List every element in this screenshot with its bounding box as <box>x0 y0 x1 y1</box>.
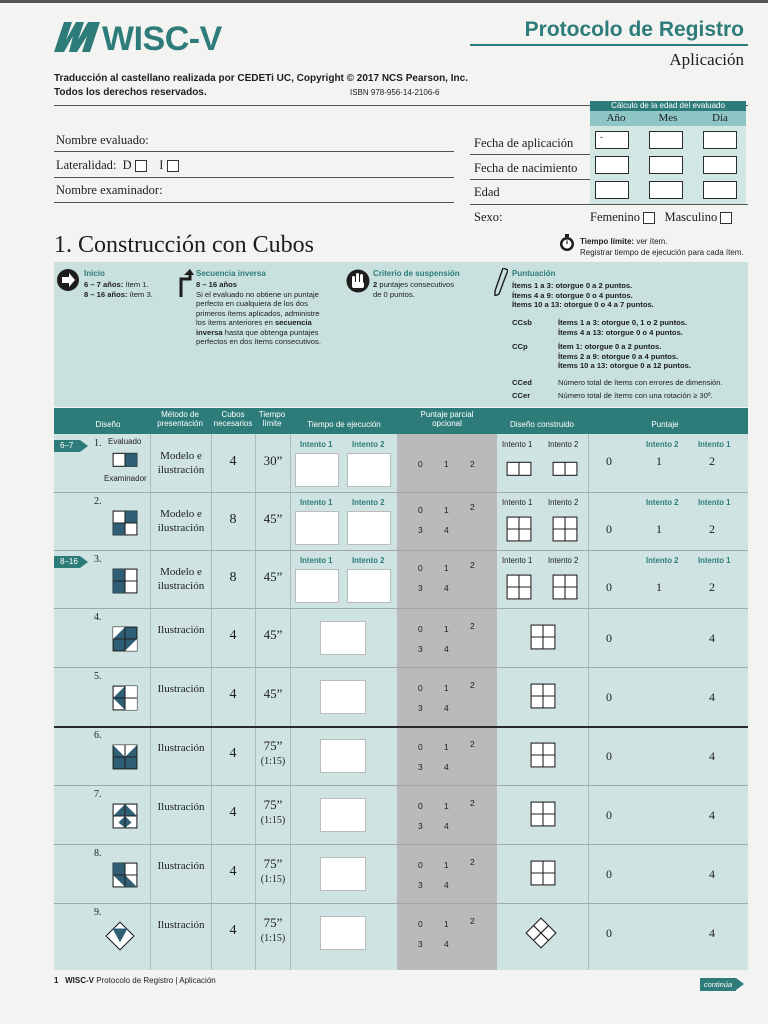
partial-score-2[interactable]: 2 <box>470 502 475 512</box>
exec-attempt-2-label: Intento 2 <box>352 556 385 565</box>
ccsb-label: CCsb <box>512 318 532 327</box>
partial-score-1[interactable]: 1 <box>444 801 449 811</box>
ccp-rule-3: Ítems 10 a 13: otorgue 0 a 12 puntos. <box>558 361 691 370</box>
th-exec: Tiempo de ejecución <box>307 420 381 429</box>
ccer-text: Número total de ítems con una rotación ≥ 30º. <box>558 391 713 400</box>
score-4[interactable]: 4 <box>709 631 715 645</box>
cubes-needed: 8 <box>229 570 237 585</box>
time-limit-minutes: (1:15) <box>260 756 286 767</box>
presentation-method: Ilustración <box>157 742 205 754</box>
birth-month-box[interactable] <box>649 156 683 174</box>
col-divider <box>588 434 589 970</box>
th-cubes: Cubos necesarios <box>213 410 253 428</box>
partial-score-3[interactable]: 3 <box>418 525 423 535</box>
exec-attempt-2-label: Intento 2 <box>352 440 385 449</box>
exec-time-2-field[interactable] <box>347 511 391 545</box>
stop-rules <box>373 280 454 299</box>
ccsb-rules <box>558 318 687 337</box>
reverse-text-4: los ítems anteriores en <box>196 318 273 327</box>
examiner-field[interactable] <box>54 202 454 203</box>
partial-score-2[interactable]: 2 <box>470 560 475 570</box>
item-number: 4. <box>94 612 102 623</box>
partial-score-4[interactable]: 4 <box>444 821 449 831</box>
stop-hand-icon <box>346 268 370 294</box>
built-grid-icon[interactable] <box>530 742 556 768</box>
partial-score-1[interactable]: 1 <box>444 505 449 515</box>
time-limit-minutes: (1:15) <box>260 874 286 885</box>
built-grid-1-icon[interactable] <box>506 458 532 484</box>
age-col-day: Día <box>712 112 728 124</box>
reverse-text-4b: secuencia <box>274 318 312 327</box>
exec-time-2-field[interactable] <box>347 453 391 487</box>
built-grid-2-icon[interactable] <box>552 574 578 600</box>
partial-score-2[interactable]: 2 <box>470 680 475 690</box>
presentation-method: Ilustración <box>157 801 205 813</box>
built-grid-icon[interactable] <box>530 683 556 709</box>
time-limit-minutes: (1:15) <box>260 933 286 944</box>
th-design: Diseño <box>95 420 121 429</box>
item-number: 7. <box>94 789 102 800</box>
built-attempt-2-label: Intento 2 <box>548 440 579 449</box>
laterality-d-checkbox[interactable] <box>135 160 147 172</box>
time-limit-seconds: 75” <box>263 915 283 930</box>
footer-brand: WISC-V <box>65 976 95 985</box>
section-title: 1. Construcción con Cubos <box>54 232 314 258</box>
cubes-needed: 4 <box>229 687 237 702</box>
age-col-month: Mes <box>658 112 678 124</box>
exec-time-1-field[interactable] <box>295 511 339 545</box>
time-limit-seconds: 30” <box>263 453 283 468</box>
exec-time-field[interactable] <box>320 621 366 655</box>
presentation-method: Ilustración <box>157 860 205 872</box>
partial-score-4[interactable]: 4 <box>444 703 449 713</box>
score-rule-2: Ítems 4 a 9: otorgue 0 o 4 puntos. <box>512 290 633 300</box>
design-pattern-icon <box>112 862 138 888</box>
cubes-needed: 4 <box>229 628 237 643</box>
row-divider <box>54 492 748 493</box>
score-0[interactable]: 0 <box>606 867 612 881</box>
design-pattern-icon <box>112 685 138 711</box>
built-grid-2-icon[interactable] <box>552 516 578 542</box>
reverse-text-5b: inversa <box>196 327 223 337</box>
app-date-line <box>470 154 590 155</box>
name-field[interactable] <box>54 151 454 152</box>
birth-date-line <box>470 179 590 180</box>
row-divider <box>54 608 748 609</box>
partial-score-3[interactable]: 3 <box>418 762 423 772</box>
score-4[interactable]: 4 <box>709 690 715 704</box>
partial-score-0[interactable]: 0 <box>418 459 423 469</box>
time-limit-seconds: 75” <box>263 856 283 871</box>
continue-badge: continúa <box>700 978 736 991</box>
partial-score-1[interactable]: 1 <box>444 860 449 870</box>
score-4[interactable]: 4 <box>709 808 715 822</box>
laterality-i-label: I <box>159 158 164 172</box>
cubes-needed: 4 <box>229 864 237 879</box>
birth-day-box[interactable] <box>703 156 737 174</box>
age-line <box>470 204 748 205</box>
score-rule-1: Ítems 1 a 3: otorgue 0 a 2 puntos. <box>512 281 633 290</box>
start-title: Inicio <box>84 269 105 278</box>
wisc-logo-icon <box>54 22 100 52</box>
exec-time-field[interactable] <box>320 916 366 950</box>
cced-label: CCed <box>512 378 532 387</box>
presentation-method: Ilustración <box>157 624 205 636</box>
time-limit-minutes: (1:15) <box>260 815 286 826</box>
logo-text: WISC-V <box>102 20 222 58</box>
score-rules <box>512 281 654 310</box>
start-arrow-icon <box>56 268 80 292</box>
title-rule <box>470 44 748 46</box>
score-attempt-2-label: Intento 2 <box>646 440 679 449</box>
item1-examinador: Examinador <box>104 474 147 483</box>
partial-score-0[interactable]: 0 <box>418 860 423 870</box>
design-pattern-icon <box>112 744 138 770</box>
presentation-method: Modelo e ilustración <box>157 450 205 476</box>
ccp-rule-2: Ítems 2 a 9: otorgue 0 a 4 puntos. <box>558 351 679 361</box>
design-pattern-icon <box>112 626 138 652</box>
built-grid-icon[interactable] <box>530 624 556 650</box>
design-pattern-icon <box>112 568 138 594</box>
time-limit <box>255 512 291 526</box>
score-attempt-2-label: Intento 2 <box>646 498 679 507</box>
laterality-line <box>54 177 454 178</box>
partial-score-4[interactable]: 4 <box>444 644 449 654</box>
score-rule-3: Ítems 10 a 13: otorgue 0 o 4 a 7 puntos. <box>512 300 654 309</box>
laterality-d-label: D <box>122 158 132 172</box>
laterality-label <box>56 158 179 173</box>
examiner-label: Nombre examinador: <box>56 183 163 197</box>
built-grid-2-icon[interactable] <box>552 458 578 484</box>
built-attempt-1-label: Intento 1 <box>502 498 533 507</box>
partial-score-3[interactable]: 3 <box>418 703 423 713</box>
cubes-needed: 4 <box>229 454 237 469</box>
partial-score-0[interactable]: 0 <box>418 683 423 693</box>
male-label: Masculino <box>664 210 718 224</box>
stop-text-1: puntajes consecutivos <box>379 280 455 289</box>
time-limit <box>255 628 291 642</box>
th-limit: Tiempo límite <box>258 410 286 428</box>
th-built: Diseño construido <box>509 420 575 429</box>
score-0[interactable]: 0 <box>606 749 612 763</box>
score-2[interactable]: 2 <box>709 522 715 536</box>
stopwatch-icon <box>558 234 576 252</box>
cubes-needed: 4 <box>229 746 237 761</box>
row-divider <box>54 844 748 845</box>
start-age-1: 6 – 7 años: <box>84 280 124 289</box>
start-rules <box>84 280 153 299</box>
ccsb-rule-1: Ítems 1 a 3: otorgue 0, 1 o 2 puntos. <box>558 318 688 327</box>
row-divider <box>54 785 748 786</box>
partial-score-1[interactable]: 1 <box>444 683 449 693</box>
time-limit <box>255 798 291 828</box>
row-divider <box>54 550 748 551</box>
reverse-age: 8 – 16 años <box>196 280 237 289</box>
built-grid-icon[interactable] <box>525 917 557 949</box>
time-limit-seconds: 45” <box>263 511 283 526</box>
row-divider <box>54 903 748 904</box>
partial-score-4[interactable]: 4 <box>444 939 449 949</box>
start-age-2: 8 – 16 años: <box>84 289 128 299</box>
time-limit <box>255 857 291 887</box>
partial-score-0[interactable]: 0 <box>418 919 423 929</box>
score-attempt-1-label: Intento 1 <box>698 440 731 449</box>
partial-score-2[interactable]: 2 <box>470 916 475 926</box>
exec-time-field[interactable] <box>320 798 366 832</box>
time-limit-text: ver ítem. <box>636 237 668 246</box>
time-limit-seconds: 75” <box>263 797 283 812</box>
time-limit <box>255 687 291 701</box>
score-1[interactable]: 1 <box>656 580 662 594</box>
exec-time-1-field[interactable] <box>295 453 339 487</box>
partial-score-1[interactable]: 1 <box>444 563 449 573</box>
partial-score-4[interactable]: 4 <box>444 525 449 535</box>
presentation-method: Modelo e ilustración <box>157 566 205 592</box>
time-limit-text-2: Registrar tiempo de ejecución para cada ítem. <box>580 248 744 257</box>
score-0[interactable]: 0 <box>606 808 612 822</box>
age-day-box[interactable] <box>703 181 737 199</box>
start-tag-6-7: 6–7 <box>54 440 80 452</box>
partial-score-1[interactable]: 1 <box>444 742 449 752</box>
age-calc-grid <box>590 126 746 205</box>
name-label: Nombre evaluado: <box>56 133 149 147</box>
partial-score-1[interactable]: 1 <box>444 624 449 634</box>
female-checkbox[interactable] <box>643 212 655 224</box>
laterality-text: Lateralidad: <box>56 158 117 172</box>
partial-score-1[interactable]: 1 <box>444 919 449 929</box>
score-0[interactable]: 0 <box>606 580 612 594</box>
score-1[interactable]: 1 <box>656 522 662 536</box>
footer <box>54 976 216 985</box>
partial-score-3[interactable]: 3 <box>418 583 423 593</box>
age-label: Edad <box>474 185 500 199</box>
start-item-1: ítem 1. <box>125 280 149 289</box>
app-day-box[interactable] <box>703 131 737 149</box>
reverse-arrow-icon <box>178 269 194 297</box>
score-2[interactable]: 2 <box>709 580 715 594</box>
built-attempt-1-label: Intento 1 <box>502 556 533 565</box>
age-month-box[interactable] <box>649 181 683 199</box>
isbn: ISBN 978-956-14-2106-6 <box>350 88 440 97</box>
item-number: 2. <box>94 496 102 507</box>
exec-time-field[interactable] <box>320 680 366 714</box>
birth-date-label: Fecha de nacimiento <box>474 161 578 175</box>
ccer-label: CCer <box>512 391 531 400</box>
score-0[interactable]: 0 <box>606 522 612 536</box>
presentation-method: Ilustración <box>157 683 205 695</box>
time-limit-note <box>580 236 744 258</box>
item1-evaluado: Evaluado <box>108 437 142 446</box>
built-grid-icon[interactable] <box>530 801 556 827</box>
reverse-text-1: Si el evaluado no obtiene un puntaje <box>196 289 319 299</box>
footer-text: Protocolo de Registro | Aplicación <box>96 976 216 985</box>
exec-time-2-field[interactable] <box>347 569 391 603</box>
sex-label: Sexo: <box>474 210 503 224</box>
built-attempt-2-label: Intento 2 <box>548 556 579 565</box>
score-4[interactable]: 4 <box>709 749 715 763</box>
exec-time-1-field[interactable] <box>295 569 339 603</box>
footer-page: 1 <box>54 976 59 985</box>
exec-time-field[interactable] <box>320 739 366 773</box>
ccsb-rule-2: Ítems 4 a 13: otorgue 0 o 4 puntos. <box>558 327 683 337</box>
item-number: 1. <box>94 438 102 449</box>
score-4[interactable]: 4 <box>709 867 715 881</box>
partial-score-4[interactable]: 4 <box>444 762 449 772</box>
reverse-rules <box>196 280 341 347</box>
score-0[interactable]: 0 <box>606 926 612 940</box>
partial-score-3[interactable]: 3 <box>418 644 423 654</box>
exec-time-field[interactable] <box>320 857 366 891</box>
time-limit <box>255 739 291 769</box>
copyright-line-2: Todos los derechos reservados. <box>54 87 207 98</box>
partial-score-2[interactable]: 2 <box>470 857 475 867</box>
time-limit-seconds: 45” <box>263 627 283 642</box>
reverse-text-5: hasta que obtenga puntajes <box>224 327 319 337</box>
built-attempt-2-label: Intento 2 <box>548 498 579 507</box>
partial-score-4[interactable]: 4 <box>444 583 449 593</box>
score-2[interactable]: 2 <box>709 454 715 468</box>
score-0[interactable]: 0 <box>606 454 612 468</box>
cubes-needed: 8 <box>229 512 237 527</box>
sex-options <box>590 210 732 225</box>
ccp-label: CCp <box>512 342 528 351</box>
exec-attempt-1-label: Intento 1 <box>300 440 333 449</box>
score-0[interactable]: 0 <box>606 690 612 704</box>
laterality-i-checkbox[interactable] <box>167 160 179 172</box>
cubes-needed: 4 <box>229 805 237 820</box>
ccp-rules <box>558 342 691 371</box>
stop-text-2: de 0 puntos. <box>373 289 415 299</box>
built-attempt-1-label: Intento 1 <box>502 440 533 449</box>
item-number: 9. <box>94 907 102 918</box>
th-method: Método de presentación <box>157 410 203 428</box>
pencil-icon <box>494 268 508 296</box>
copyright-line-1: Traducción al castellano realizada por CEDETi UC, Copyright © 2017 NCS Pearson, Inc. <box>54 73 468 84</box>
partial-score-4[interactable]: 4 <box>444 880 449 890</box>
time-limit <box>255 570 291 584</box>
score-attempt-1-label: Intento 1 <box>698 556 731 565</box>
reverse-text-3: primeros ítems aplicados, administre <box>196 308 320 318</box>
built-grid-icon[interactable] <box>530 860 556 886</box>
time-limit-label: Tiempo límite: <box>580 237 635 246</box>
age-year-box[interactable] <box>595 181 629 199</box>
th-score: Puntaje <box>651 420 679 429</box>
time-limit-seconds: 45” <box>263 686 283 701</box>
male-checkbox[interactable] <box>720 212 732 224</box>
item-number: 6. <box>94 730 102 741</box>
partial-score-2[interactable]: 2 <box>470 459 475 469</box>
time-limit <box>255 454 291 468</box>
age-calc-heading: Cálculo de la edad del evaluado <box>590 101 746 111</box>
ccp-rule-1: Ítem 1: otorgue 0 a 2 puntos. <box>558 342 662 351</box>
birth-year-box[interactable] <box>595 156 629 174</box>
design-pattern-icon <box>112 449 138 475</box>
age-calc-columns <box>590 111 746 126</box>
score-attempt-1-label: Intento 1 <box>698 498 731 507</box>
design-pattern-icon <box>105 921 135 951</box>
partial-score-0[interactable]: 0 <box>418 624 423 634</box>
built-grid-1-icon[interactable] <box>506 516 532 542</box>
partial-score-0[interactable]: 0 <box>418 505 423 515</box>
stop-count: 2 <box>373 280 378 289</box>
stop-title: Criterio de suspensión <box>373 269 460 278</box>
item-number: 3. <box>94 554 102 565</box>
score-1[interactable]: 1 <box>656 454 662 468</box>
partial-score-2[interactable]: 2 <box>470 621 475 631</box>
partial-score-1[interactable]: 1 <box>444 459 449 469</box>
partial-score-2[interactable]: 2 <box>470 739 475 749</box>
cced-text: Número total de ítems con errores de dimensión. <box>558 378 723 387</box>
partial-score-2[interactable]: 2 <box>470 798 475 808</box>
page-title: Protocolo de Registro <box>524 18 744 41</box>
time-limit-seconds: 75” <box>263 738 283 753</box>
exec-attempt-1-label: Intento 1 <box>300 498 333 507</box>
design-pattern-icon <box>112 510 138 536</box>
reverse-title: Secuencia inversa <box>196 269 266 278</box>
app-month-box[interactable] <box>649 131 683 149</box>
partial-score-3[interactable]: 3 <box>418 939 423 949</box>
reverse-text-6: perfectos en dos ítems consecutivos. <box>196 337 321 346</box>
presentation-method: Ilustración <box>157 919 205 931</box>
start-tag-8-16: 8–16 <box>54 556 80 568</box>
app-year-box[interactable]: - <box>595 131 629 149</box>
score-title: Puntuación <box>512 269 556 278</box>
exec-attempt-2-label: Intento 2 <box>352 498 385 507</box>
time-limit <box>255 916 291 946</box>
item-number: 5. <box>94 671 102 682</box>
score-4[interactable]: 4 <box>709 926 715 940</box>
cubes-needed: 4 <box>229 923 237 938</box>
partial-score-0[interactable]: 0 <box>418 563 423 573</box>
row-divider <box>54 667 748 668</box>
start-item-2: ítem 3. <box>129 289 153 299</box>
th-partial: Puntaje parcial opcional <box>420 410 474 428</box>
top-border <box>0 0 768 3</box>
score-attempt-2-label: Intento 2 <box>646 556 679 565</box>
presentation-method: Modelo e ilustración <box>157 508 205 534</box>
page-subtitle: Aplicación <box>669 50 744 69</box>
partial-score-3[interactable]: 3 <box>418 880 423 890</box>
design-pattern-icon <box>112 803 138 829</box>
partial-score-0[interactable]: 0 <box>418 801 423 811</box>
age-col-year: Año <box>606 112 626 124</box>
item-number: 8. <box>94 848 102 859</box>
female-label: Femenino <box>590 210 640 224</box>
built-grid-1-icon[interactable] <box>506 574 532 600</box>
app-date-label: Fecha de aplicación <box>474 136 574 150</box>
partial-score-3[interactable]: 3 <box>418 821 423 831</box>
row-divider <box>54 726 748 728</box>
reverse-text-2: perfecto en cualquiera de los dos <box>196 299 308 308</box>
score-0[interactable]: 0 <box>606 631 612 645</box>
partial-score-0[interactable]: 0 <box>418 742 423 752</box>
time-limit-seconds: 45” <box>263 569 283 584</box>
exec-attempt-1-label: Intento 1 <box>300 556 333 565</box>
